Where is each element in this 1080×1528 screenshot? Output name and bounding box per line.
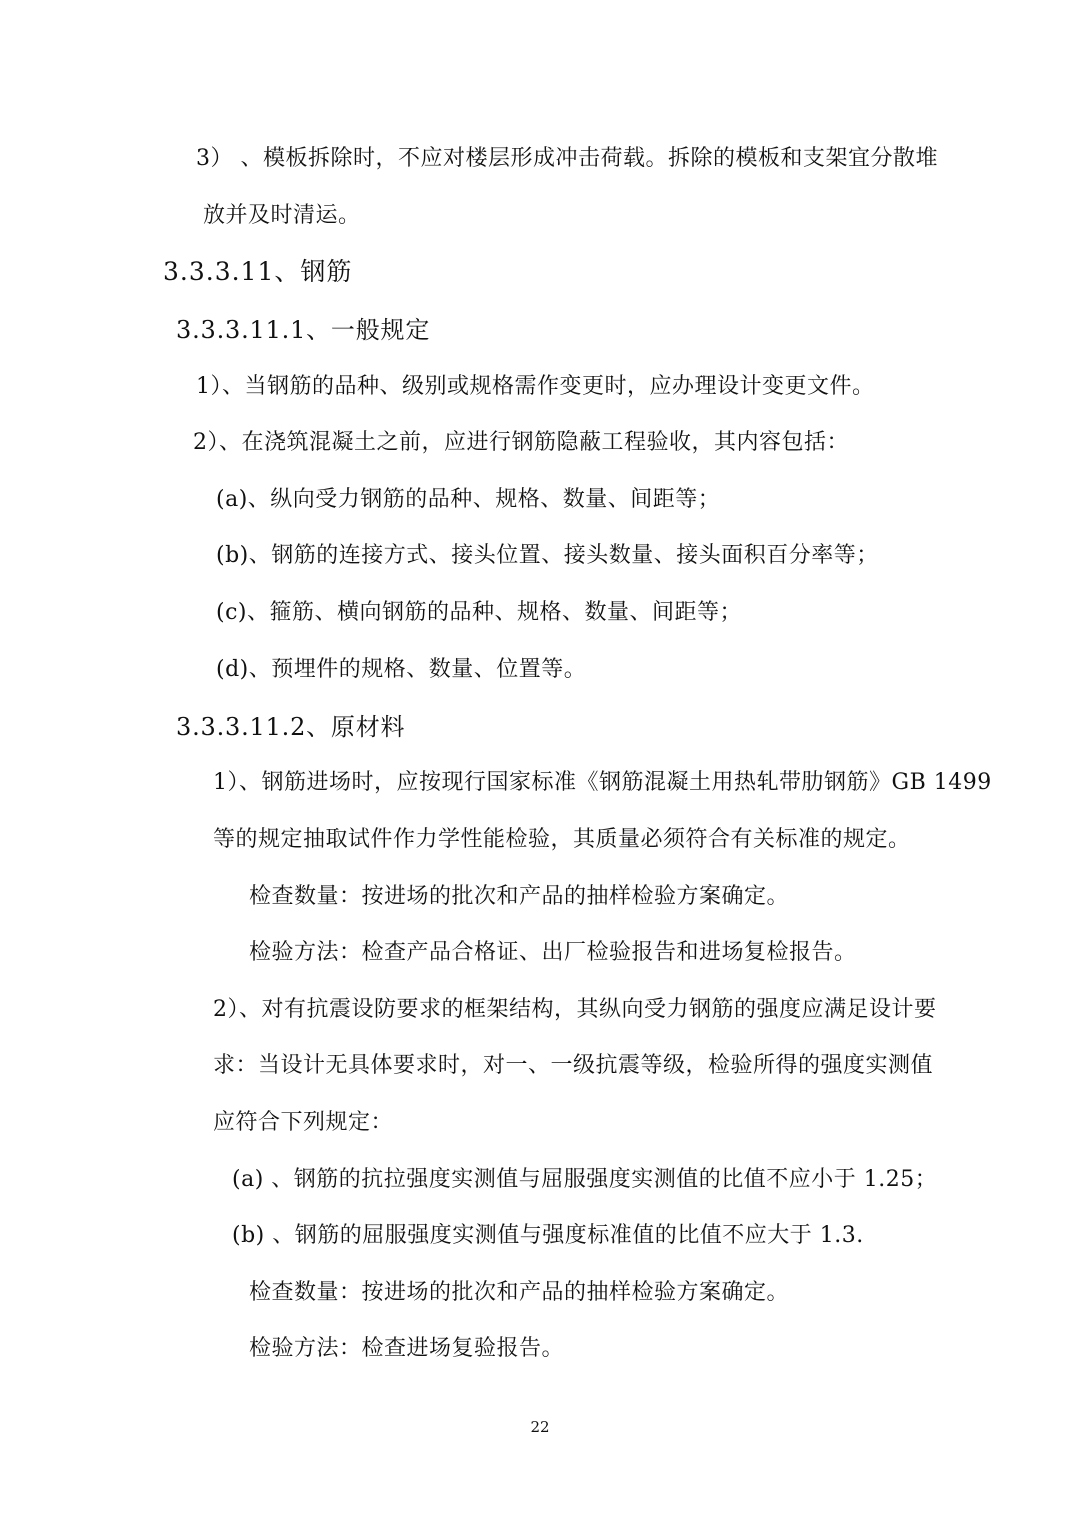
paragraph-line: 3） 、模板拆除时，不应对楼层形成冲击荷载。拆除的模板和支架宜分散堆: [196, 146, 938, 171]
list-item: (c)、箍筋、横向钢筋的品种、规格、数量、间距等；: [216, 600, 742, 625]
paragraph-line: 检验方法：检查产品合格证、出厂检验报告和进场复检报告。: [249, 940, 857, 965]
paragraph-line: 检查数量：按进场的批次和产品的抽样检验方案确定。: [249, 1280, 790, 1305]
subsection-heading: 3.3.3.11.1、一般规定: [176, 316, 431, 344]
paragraph-line: 1）、钢筋进场时，应按现行国家标准《钢筋混凝土用热轧带肋钢筋》GB 1499: [213, 770, 992, 795]
section-heading: 3.3.3.11、钢筋: [163, 257, 353, 286]
list-item: (d)、预埋件的规格、数量、位置等。: [216, 657, 587, 682]
list-item: 1）、当钢筋的品种、级别或规格需作变更时，应办理设计变更文件。: [196, 374, 875, 399]
list-item: (b) 、钢筋的屈服强度实测值与强度标准值的比值不应大于 1.3.: [232, 1223, 864, 1248]
paragraph-line: 求：当设计无具体要求时，对一、一级抗震等级，检验所得的强度实测值: [213, 1053, 934, 1078]
list-item: 2）、在浇筑混凝土之前，应进行钢筋隐蔽工程验收，其内容包括：: [193, 430, 849, 455]
list-item: (a) 、钢筋的抗拉强度实测值与屈服强度实测值的比值不应小于 1.25；: [232, 1167, 938, 1192]
list-item: (a)、纵向受力钢筋的品种、规格、数量、间距等；: [216, 487, 721, 512]
page-number: 22: [530, 1418, 550, 1436]
paragraph-line: 应符合下列规定：: [213, 1110, 394, 1135]
subsection-heading: 3.3.3.11.2、原材料: [176, 713, 406, 741]
paragraph-line: 等的规定抽取试件作力学性能检验，其质量必须符合有关标准的规定。: [213, 827, 911, 852]
paragraph-line: 检查数量：按进场的批次和产品的抽样检验方案确定。: [249, 884, 790, 909]
list-item: (b)、钢筋的连接方式、接头位置、接头数量、接头面积百分率等；: [216, 543, 879, 568]
paragraph-line: 放并及时清运。: [203, 203, 361, 228]
paragraph-line: 检验方法：检查进场复验报告。: [249, 1336, 565, 1361]
paragraph-line: 2）、对有抗震设防要求的框架结构，其纵向受力钢筋的强度应满足设计要: [213, 997, 937, 1022]
